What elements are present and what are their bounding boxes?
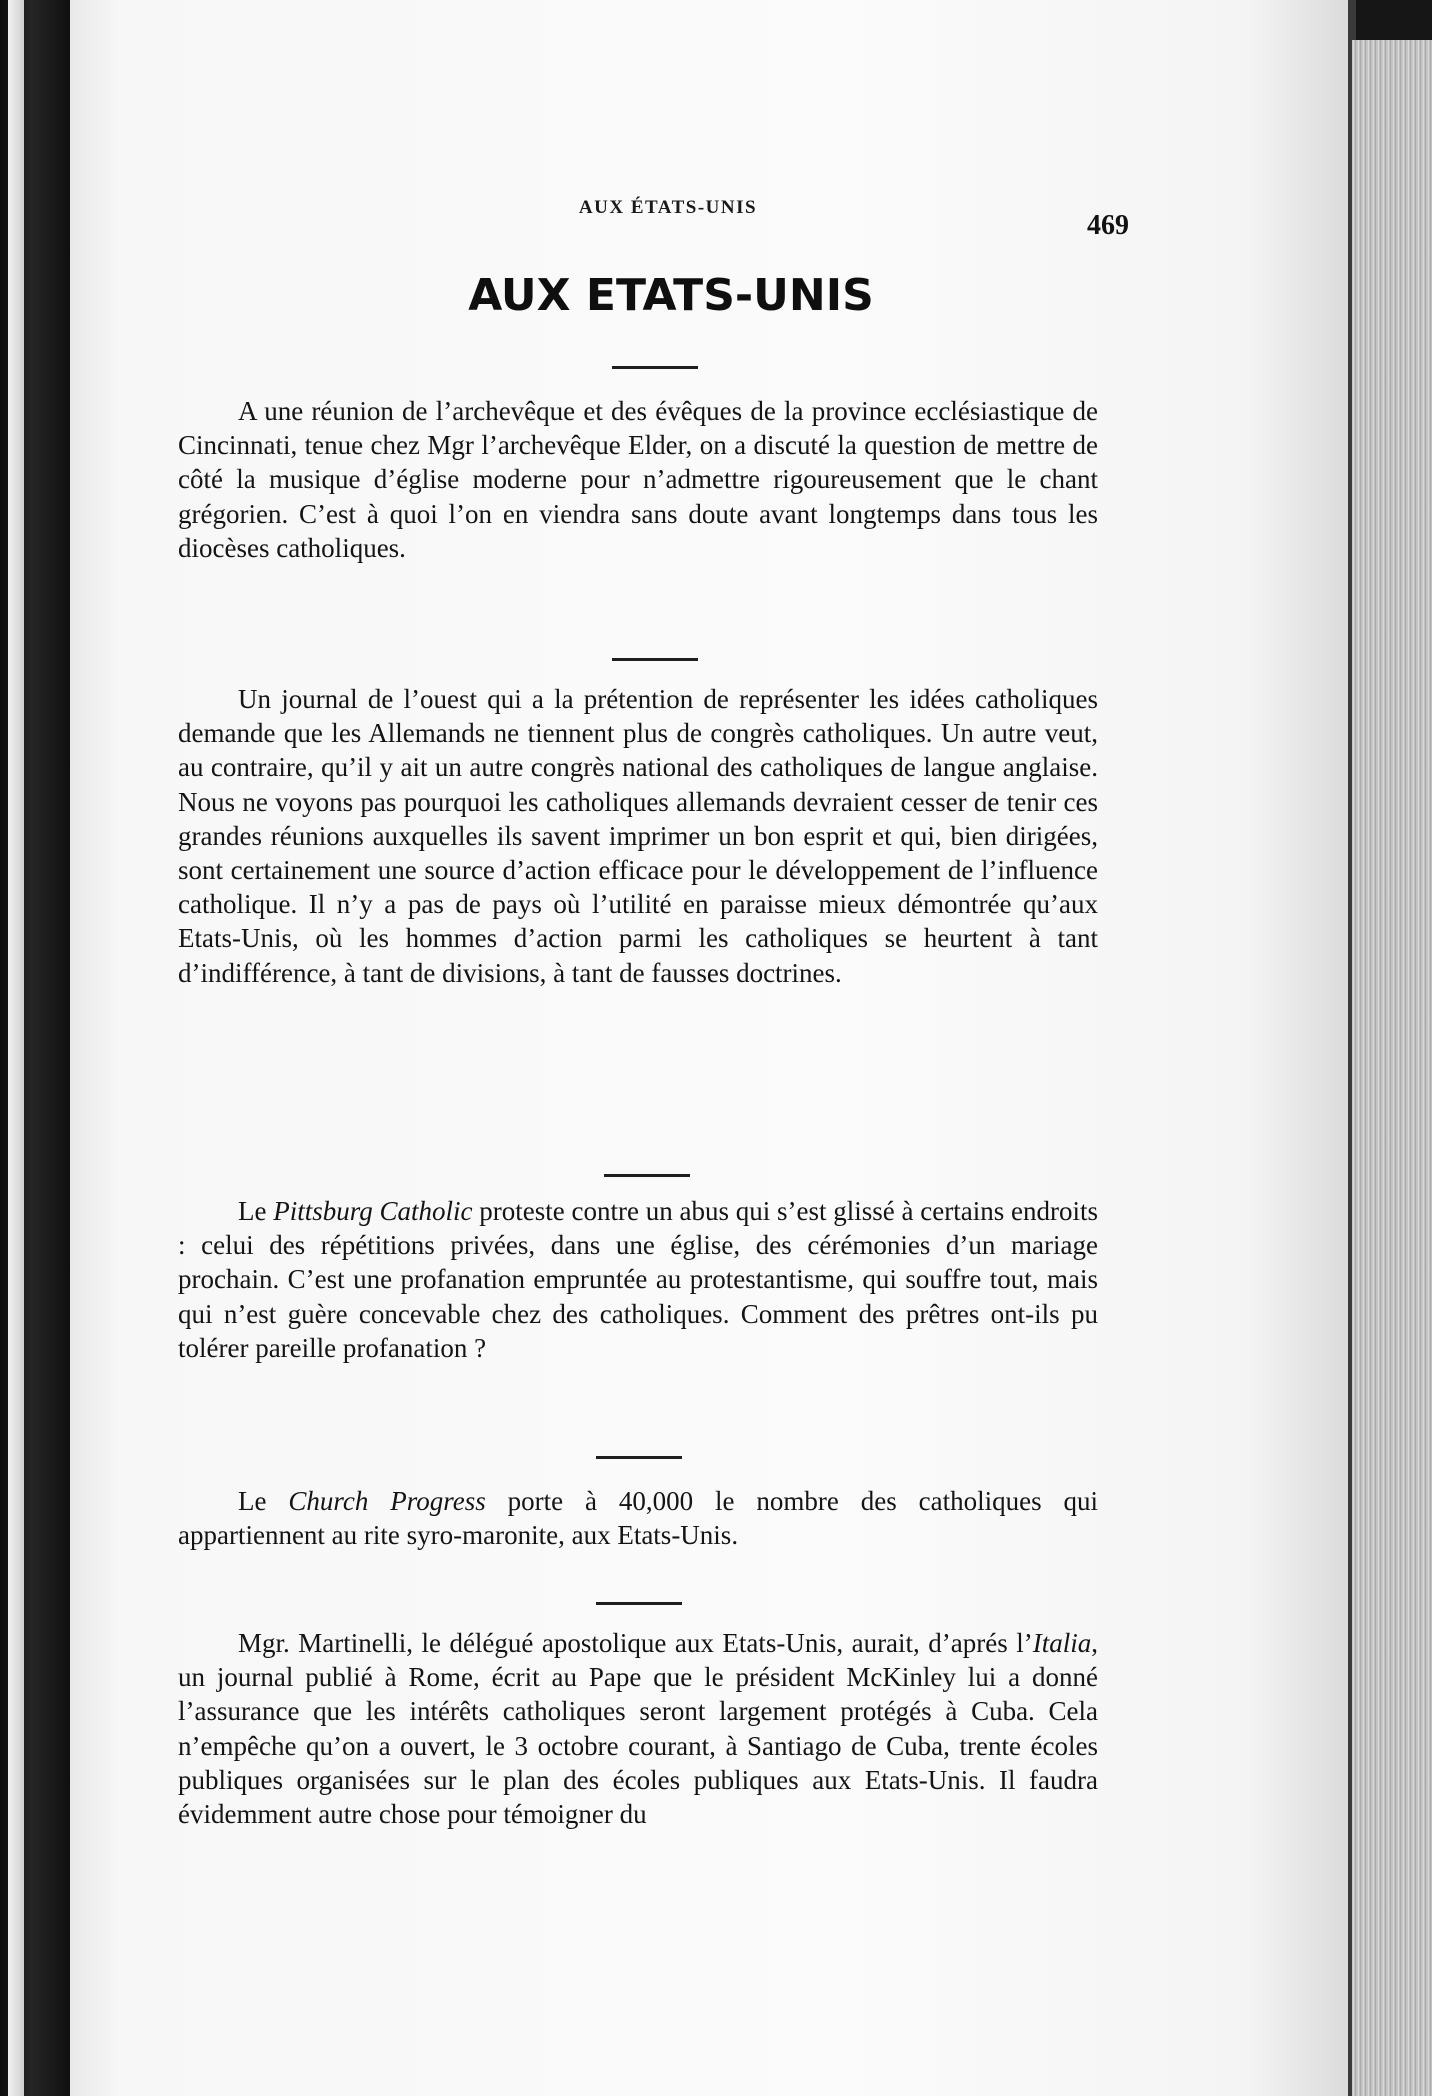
paragraph-3 bbox=[178, 1194, 1098, 1365]
running-head bbox=[0, 197, 1432, 219]
running-head-text: AUX ÉTATS-UNIS bbox=[578, 197, 758, 218]
publication-name: Pittsburg Catholic bbox=[273, 1196, 473, 1226]
paragraph-4-text: Le bbox=[238, 1486, 289, 1516]
article-title bbox=[0, 270, 1432, 321]
page-number: 469 bbox=[1087, 210, 1129, 241]
paragraph-3-text: Le bbox=[238, 1196, 274, 1226]
section-rule bbox=[596, 1602, 682, 1605]
paragraph-4-text: porte à 40,000 le nombre des catholiques qui appartiennent au rite syro-maronite, aux Etats-Unis. bbox=[178, 1486, 1098, 1551]
paragraph-5 bbox=[178, 1626, 1098, 1831]
section-rule bbox=[612, 658, 698, 661]
article-title-text: AUX ETATS-UNIS bbox=[468, 270, 874, 321]
paragraph-5-text: Mgr. Martinelli, le délégué apostolique aux Etats-Unis, aurait, d’aprés l’ bbox=[238, 1628, 1033, 1658]
paragraph-4 bbox=[178, 1484, 1098, 1552]
section-rule bbox=[612, 366, 698, 369]
section-rule bbox=[596, 1456, 682, 1459]
publication-name: Church Progress bbox=[288, 1486, 486, 1516]
section-rule bbox=[604, 1174, 690, 1177]
paragraph-5-text: , un journal publié à Rome, écrit au Pape que le président McKinley lui a donné l’assurance que les intérêts catholiques seront largement protégés à Cuba. Cela n’empêche qu’on a ouvert, le 3 octobre courant, à Santiago de Cuba, trente écoles publiques organisées sur le plan des écoles publiques aux Etats-Unis. Il faudra évidemment autre chose pour témoigner du bbox=[178, 1628, 1098, 1830]
page-block-edges bbox=[1352, 40, 1432, 2096]
paragraph-3-text: proteste contre un abus qui s’est glissé à certains endroits : celui des répétitions privées, dans une église, des cérémonies d’un mariage prochain. C’est une profanation empruntée au protestantisme, qui souffre tout, mais qui n’est guère concevable chez des catholiques. Comment des prêtres ont-ils pu tolérer pareille profanation ? bbox=[178, 1196, 1098, 1363]
paragraph-1: A une réunion de l’archevêque et des évêques de la province ecclésiastique de Cincinnati, tenue chez Mgr l’archevêque Elder, on a discuté la question de mettre de côté la musique d’église moderne pour n’admettre rigoureusement que le chant grégorien. C’est à quoi l’on en viendra sans doute avant longtemps dans tous les diocèses catholiques. bbox=[178, 396, 1098, 563]
publication-name: Italia bbox=[1032, 1628, 1092, 1658]
paragraph-2: Un journal de l’ouest qui a la prétention de représenter les idées catholiques demande que les Allemands ne tiennent plus de congrès catholiques. Un autre veut, au contraire, qu’il y ait un autre congrès national des catholiques de langue anglaise. Nous ne voyons pas pourquoi les catholiques allemands devraient cesser de tenir ces grandes réunions auxquelles ils savent imprimer un bon esprit et qui, bien dirigées, sont certainement une source d’action efficace pour le développement de l’influence catholique. Il n’y a pas de pays où l’utilité en paraisse mieux démontrée qu’aux Etats-Unis, où les hommes d’action parmi les catholiques se heurtent à tant d’indifférence, à tant de divisions, à tant de fausses doctrines. bbox=[178, 684, 1098, 988]
